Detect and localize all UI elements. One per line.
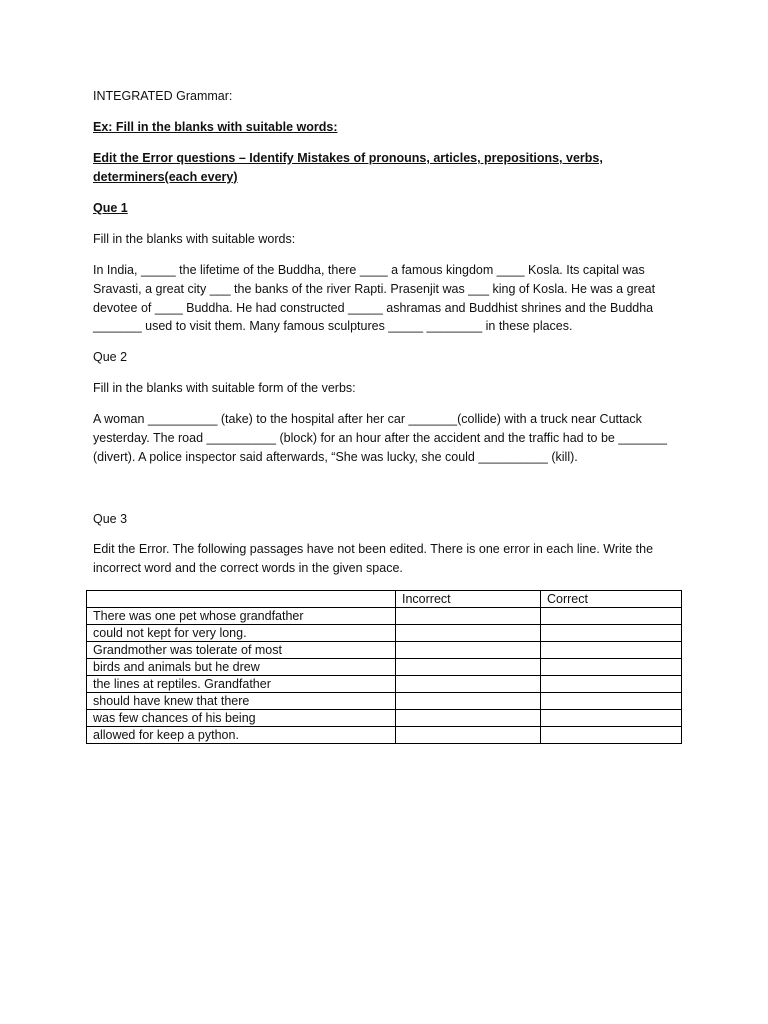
edit-error-heading: Edit the Error questions – Identify Mistakes of pronouns, articles, prepositions, verbs, determiners(each every): [93, 151, 603, 184]
table-row: [87, 659, 682, 676]
correct-answer-cell[interactable]: [541, 608, 682, 625]
sentence-cell: could not kept for very long.: [87, 625, 396, 642]
incorrect-answer-cell[interactable]: [396, 659, 541, 676]
correct-answer-cell[interactable]: [541, 642, 682, 659]
q2-label: Que 2: [93, 350, 128, 364]
correct-answer-cell[interactable]: [541, 659, 682, 676]
header-cell-blank: [87, 591, 396, 608]
incorrect-answer-cell[interactable]: [396, 625, 541, 642]
q3-label: Que 3: [93, 512, 128, 526]
correct-answer-cell[interactable]: [541, 727, 682, 744]
sentence-cell: There was one pet whose grandfather: [87, 608, 396, 625]
sentence-cell: birds and animals but he drew: [87, 659, 396, 676]
doc-title: INTEGRATED Grammar:: [93, 89, 233, 103]
sentence-cell: allowed for keep a python.: [87, 727, 396, 744]
error-table: [86, 590, 682, 744]
incorrect-answer-cell[interactable]: [396, 727, 541, 744]
table-row: [87, 693, 682, 710]
exercise-heading: Ex: Fill in the blanks with suitable words:: [93, 120, 338, 134]
header-cell-correct: Correct: [541, 591, 682, 608]
q1-label: Que 1: [93, 201, 128, 215]
sentence-cell: should have knew that there: [87, 693, 396, 710]
header-cell-incorrect: Incorrect: [396, 591, 541, 608]
q3-instruction: Edit the Error. The following passages have not been edited. There is one error in each line. Write the incorrect word and the correct words in the given space.: [93, 542, 654, 575]
incorrect-answer-cell[interactable]: [396, 710, 541, 727]
table-row: [87, 625, 682, 642]
table-row: [87, 642, 682, 659]
correct-answer-cell[interactable]: [541, 693, 682, 710]
q1-instruction: Fill in the blanks with suitable words:: [93, 232, 296, 246]
sentence-cell: the lines at reptiles. Grandfather: [87, 676, 396, 693]
sentence-cell: Grandmother was tolerate of most: [87, 642, 396, 659]
sentence-cell: was few chances of his being: [87, 710, 396, 727]
table-row: [87, 710, 682, 727]
q2-passage: A woman __________ (take) to the hospital after her car _______(collide) with a truck near Cuttack yesterday. The road __________ (block) for an hour after the accident and the traffic had to be _______ (divert). A police inspector said afterwards, “She was lucky, she could __________ (kill).: [93, 412, 668, 464]
q1-passage: In India, _____ the lifetime of the Buddha, there ____ a famous kingdom ____ Kosla. Its capital was Sravasti, a great city ___ the banks of the river Rapti. Prasenjit was ___ king of Kosla. He was a great devotee of ____ Buddha. He had constructed _____ ashramas and Buddhist shrines and the Buddha _______ used to visit them. Many famous sculptures _____ ________ in these places.: [93, 263, 656, 334]
incorrect-answer-cell[interactable]: [396, 693, 541, 710]
correct-answer-cell[interactable]: [541, 710, 682, 727]
table-row: [87, 608, 682, 625]
table-row: [87, 727, 682, 744]
table-row: [87, 676, 682, 693]
q2-instruction: Fill in the blanks with suitable form of the verbs:: [93, 381, 356, 395]
correct-answer-cell[interactable]: [541, 676, 682, 693]
incorrect-answer-cell[interactable]: [396, 676, 541, 693]
correct-answer-cell[interactable]: [541, 625, 682, 642]
table-header-row: [87, 591, 682, 608]
incorrect-answer-cell[interactable]: [396, 608, 541, 625]
incorrect-answer-cell[interactable]: [396, 642, 541, 659]
